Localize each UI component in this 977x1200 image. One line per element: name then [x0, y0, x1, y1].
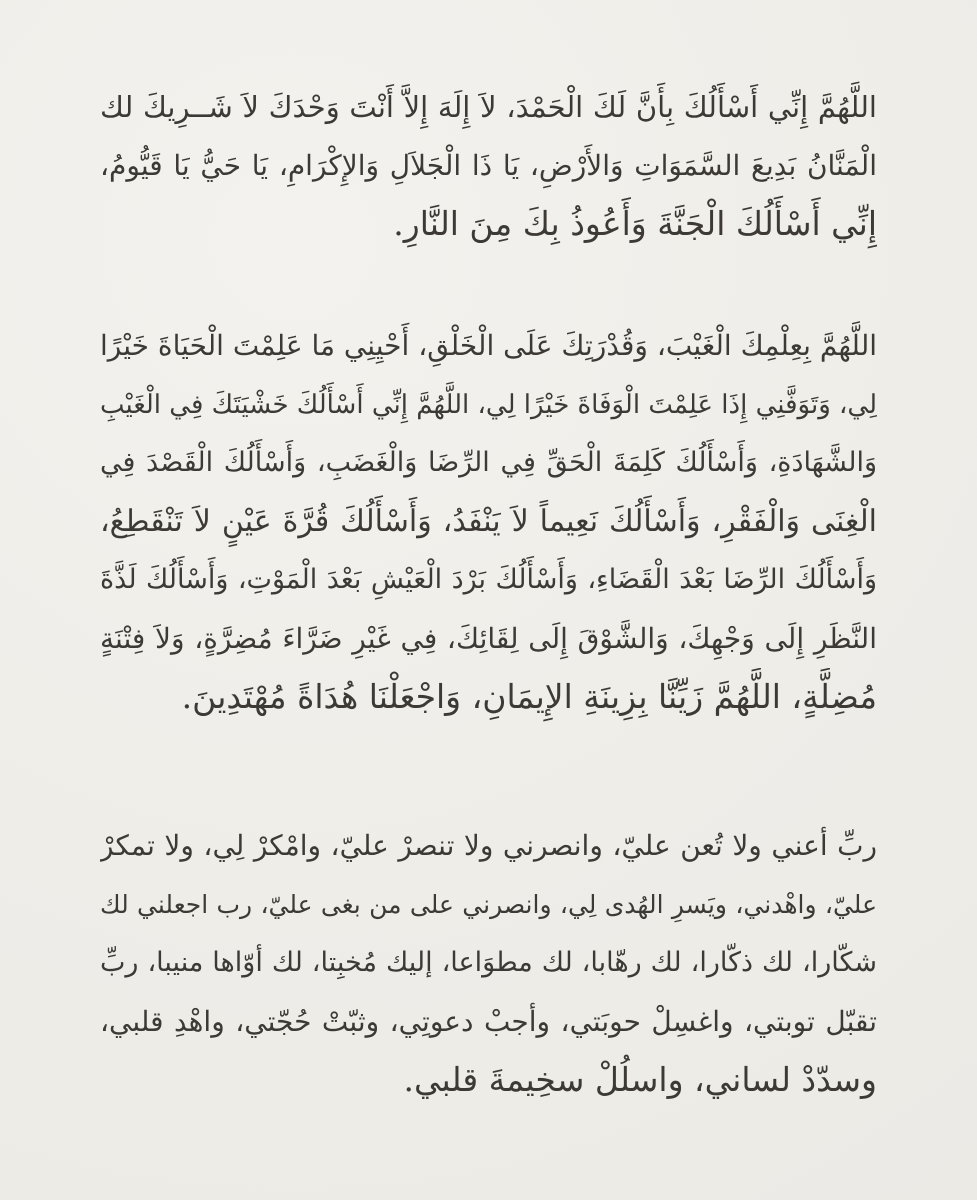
prayer-line: وَأَسْأَلُكَ الرِّضَا بَعْدَ الْقَضَاءِ، وَأَسْأَلُكَ بَرْدَ الْعَيْشِ بَعْدَ الْمَوْتِ، وَأَسْأَلُكَ لَذَّةَ — [100, 564, 877, 595]
prayer-line: اللَّهُمَّ إِنِّي أَسْأَلُكَ بِأَنَّ لَكَ الْحَمْدَ، لاَ إِلَهَ إِلاَّ أَنْتَ وَحْدَكَ لاَ شَــرِيكَ لك — [100, 90, 877, 124]
prayer-line: اللَّهُمَّ بِعِلْمِكَ الْغَيْبَ، وَقُدْرَتِكَ عَلَى الْخَلْقِ، أَحْيِنِي مَا عَلِمْتَ الْحَيَاةَ خَيْرًا — [100, 329, 877, 362]
prayer-paragraph-2 — [100, 317, 877, 727]
prayer-line: وسدّدْ لساني، واسلُلْ سخِيمةَ قلبي. — [403, 1060, 877, 1099]
prayer-line: الْمَنَّانُ بَدِيعَ السَّمَوَاتِ وَالأَرْضِ، يَا ذَا الْجَلاَلِ وَالإِكْرَامِ، يَا حَيُّ يَا قَيُّومُ، — [100, 148, 877, 182]
prayer-line: عليّ، واهْدني، ويَسرِ الهُدى لِي، وانصرني على من بغى عليّ، رب اجعلني لك — [100, 889, 877, 919]
prayer-line: ربِّ أعني ولا تُعن عليّ، وانصرني ولا تنصرْ عليّ، وامْكرْ لِي، ولا تمكرْ — [100, 829, 877, 862]
prayer-line: إِنِّي أَسْأَلُكَ الْجَنَّةَ وَأَعُوذُ بِكَ مِنَ النَّارِ. — [393, 204, 877, 243]
prayer-line: الْغِنَى وَالْفَقْرِ، وَأَسْأَلُكَ نَعِيماً لاَ يَنْفَدُ، وَأَسْأَلُكَ قُرَّةَ عَيْنٍ لاَ تَنْقَطِعُ، — [100, 503, 877, 539]
prayer-line: النَّظَرِ إِلَى وَجْهِكَ، وَالشَّوْقَ إِلَى لِقَائِكَ، فِي غَيْرِ ضَرَّاءَ مُضِرَّةٍ، وَلاَ فِتْنَةٍ — [100, 621, 877, 655]
prayer-line: مُضِلَّةٍ، اللَّهُمَّ زَيِّنَّا بِزِينَةِ الإِيمَانِ، وَاجْعَلْنَا هُدَاةً مُهْتَدِينَ. — [181, 677, 877, 716]
prayer-paragraph-3 — [100, 817, 877, 1110]
prayer-line: شكّارا، لك ذكّارا، لك رهّابا، لك مطوَاعا، إليك مُخبِتا، لك أوّاها منيبا، ربِّ — [100, 947, 877, 978]
prayer-line: وَالشَّهَادَةِ، وَأَسْأَلُكَ كَلِمَةَ الْحَقِّ فِي الرِّضَا وَالْغَضَبِ، وَأَسْأَلُكَ الْقَصْدَ فِي — [100, 447, 877, 478]
prayer-paragraph-1 — [100, 78, 877, 254]
prayer-line: تقبّل توبتي، واغسِلْ حوبَتي، وأجبْ دعوتِي، وثبّتْ حُجّتي، واهْدِ قلبي، — [100, 1004, 877, 1038]
prayer-line: لِي، وَتَوَفَّنِي إِذَا عَلِمْتَ الْوَفَاةَ خَيْرًا لِي، اللَّهُمَّ إِنِّي أَسْأَلُكَ خَشْيَتَكَ فِي الْغَيْبِ — [100, 389, 877, 420]
